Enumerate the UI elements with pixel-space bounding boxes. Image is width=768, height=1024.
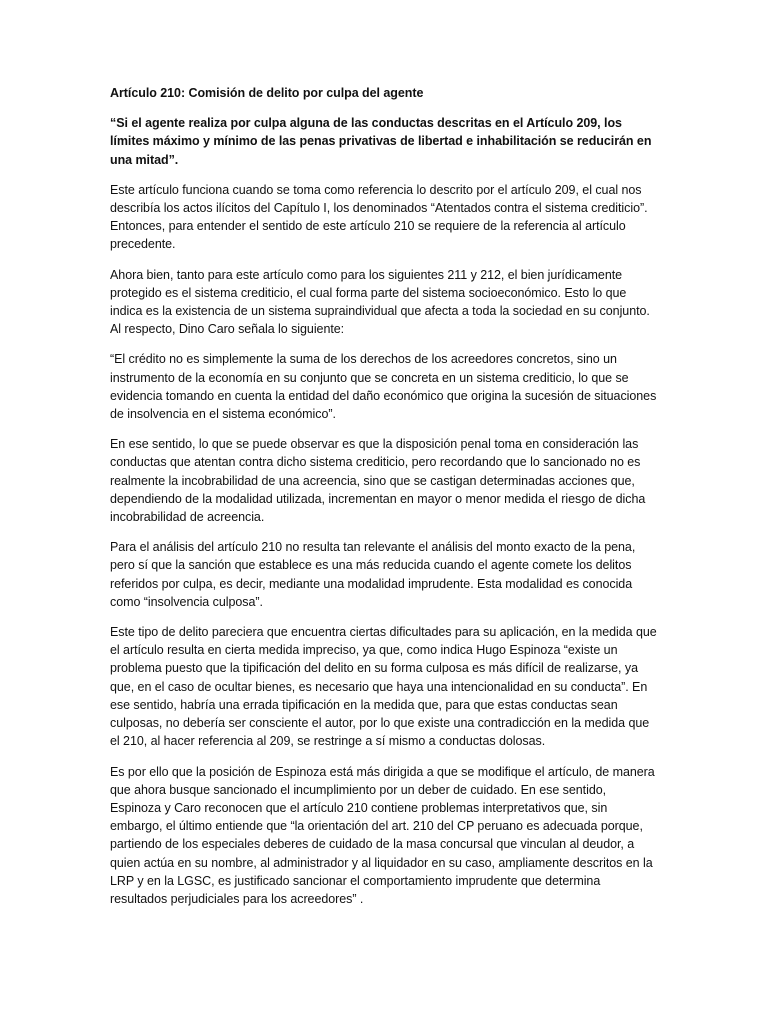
law-quote: “Si el agente realiza por culpa alguna de las conductas descritas en el Artículo 209, los límites máximo y mínimo de las penas privativas de libertad e inhabilitación se reducirán en una mitad”.	[110, 116, 652, 167]
paragraph-6: Este tipo de delito pareciera que encuentra ciertas dificultades para su aplicación, en la medida que el artículo resulta en cierta medida impreciso, ya que, como indica Hugo Espinoza “existe un problema puesto que la tipificación del delito en su forma culposa es más difícil de realizarse, ya que, en el caso de ocultar bienes, es necesario que haya una intencionalidad en su conducta”. En ese sentido, habría una errada tipificación en la medida que, para que estas conductas sean culposas, no debería ser consciente el autor, por lo que existe una contradicción en la medida que el 210, al hacer referencia al 209, se restringe a sí mismo a conductas dolosas.	[110, 625, 657, 749]
paragraph-7: Es por ello que la posición de Espinoza está más dirigida a que se modifique el artículo, de manera que ahora busque sancionado el incumplimiento por un deber de cuidado. En ese sentido, Espinoza y Caro reconocen que el artículo 210 contiene problemas interpretativos que, sin embargo, el último entiende que “la orientación del art. 210 del CP peruano es adecuada porque, partiendo de los especiales deberes de cuidado de la masa concursal que vinculan al deudor, a quien actúa en su nombre, al administrador y al liquidador en su caso, ampliamente descritos en la LRP y en la LGSC, es justificado sancionar el comportamiento imprudente que determina resultados perjudiciales para los acreedores” .	[110, 764, 655, 906]
paragraph-3-quote: “El crédito no es simplemente la suma de los derechos de los acreedores concretos, sino un instrumento de la economía en su conjunto que se concreta en un sistema crediticio, lo que se evidencia tomando en cuenta la entidad del daño económico que origina la sucesión de situaciones de insolvencia en el sistema económico”.	[110, 352, 657, 422]
article-heading: Artículo 210: Comisión de delito por culpa del agente	[110, 86, 424, 100]
paragraph-4: En ese sentido, lo que se puede observar es que la disposición penal toma en consideración las conductas que atentan contra dicho sistema crediticio, pero recordando que lo sancionado no es realmente la incobrabilidad de una acreencia, sino que se castigan determinadas acciones que, dependiendo de la modalidad utilizada, incrementan en mayor o menor medida el riesgo de dicha incobrabilidad de acreencia.	[110, 437, 646, 525]
paragraph-1: Este artículo funciona cuando se toma como referencia lo descrito por el artículo 209, el cual nos describía los actos ilícitos del Capítulo I, los denominados “Atentados contra el sistema crediticio”. Entonces, para entender el sentido de este artículo 210 se requiere de la referencia al artículo precedente.	[110, 182, 648, 252]
document-body	[110, 84, 658, 920]
paragraph-2: Ahora bien, tanto para este artículo como para los siguientes 211 y 212, el bien jurídicamente protegido es el sistema crediticio, el cual forma parte del sistema socioeconómico. Esto lo que indica es la existencia de un sistema supraindividual que afecta a toda la sociedad en su conjunto. Al respecto, Dino Caro señala lo siguiente:	[110, 267, 650, 337]
paragraph-5: Para el análisis del artículo 210 no resulta tan relevante el análisis del monto exacto de la pena, pero sí que la sanción que establece es una más reducida cuando el agente comete los delitos referidos por culpa, es decir, mediante una modalidad imprudente. Esta modalidad es conocida como “insolvencia culposa”.	[110, 540, 636, 609]
